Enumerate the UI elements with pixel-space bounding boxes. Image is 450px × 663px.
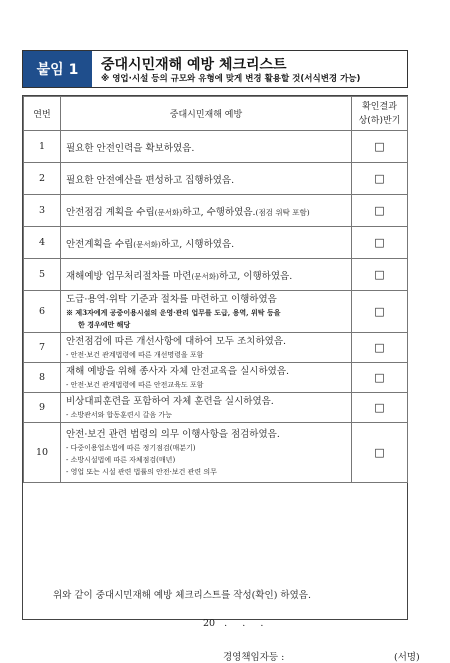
row-note: 한 경우에만 해당: [78, 320, 131, 329]
row-text: [61, 227, 352, 259]
row-text: [61, 259, 352, 291]
row-number: 4: [24, 227, 61, 259]
row-checkbox[interactable]: □: [352, 393, 408, 423]
row-checkbox[interactable]: □: [352, 163, 408, 195]
row-checkbox[interactable]: □: [352, 195, 408, 227]
row-sub-note: - 안전·보건 관계법령에 따른 개선명령을 포함: [66, 351, 204, 359]
row-text-main: 재해 예방을 위해 종사자 자체 안전교육을 실시하였음.: [66, 366, 290, 377]
row-text-main: 안전·보건 관련 법령의 의무 이행사항을 점검하였음.: [66, 429, 280, 440]
table-header-row: [24, 97, 408, 131]
signer-label: 경영책임자등 :: [223, 652, 285, 663]
checklist-sheet: [22, 95, 420, 663]
col-header-check: 확인결과 상(하)반기: [352, 97, 408, 131]
row-text: 필요한 안전인력을 확보하였음.: [61, 131, 352, 163]
checklist-table: [23, 96, 408, 483]
attachment-badge: 붙임 1: [23, 51, 92, 87]
table-row: [24, 291, 408, 333]
row-checkbox[interactable]: □: [352, 333, 408, 363]
row-sub-note: - 소방관서와 합동훈련시 갈음 가능: [66, 411, 172, 419]
row-number: 3: [24, 195, 61, 227]
row-text-tail: 하고, 이행하였음.: [218, 270, 293, 282]
row-text-tail: 하고, 시행하였음.: [160, 238, 235, 250]
row-text: [61, 423, 352, 483]
signature-field[interactable]: (서명): [394, 652, 420, 663]
table-row: [24, 333, 408, 363]
row-sub-note: - 영업 또는 시설 관련 법률의 안전·보건 관련 의무: [66, 468, 217, 476]
row-checkbox[interactable]: □: [352, 291, 408, 333]
row-number: 1: [24, 131, 61, 163]
document-title: 중대시민재해 예방 체크리스트: [101, 57, 287, 73]
date-field[interactable]: 20 . . .: [203, 618, 264, 629]
row-checkbox[interactable]: □: [352, 259, 408, 291]
row-checkbox[interactable]: □: [352, 423, 408, 483]
row-checkbox[interactable]: □: [352, 363, 408, 393]
table-row: [24, 227, 408, 259]
row-text-main: 비상대피훈련을 포함하여 자체 훈련을 실시하였음.: [66, 396, 274, 407]
row-sub-note: - 다중이용업소법에 따른 정기점검(매분기): [66, 444, 196, 452]
row-note: ※ 제3자에게 공중이용시설의 운영·관리 업무를 도급, 용역, 위탁 등을: [66, 308, 281, 317]
row-text-note: (점검 위탁 포함): [255, 207, 310, 217]
row-number: 8: [24, 363, 61, 393]
header-box: [22, 50, 408, 88]
row-sub-note: - 소방시설법에 따른 자체점검(매년): [66, 456, 176, 464]
row-text-main: 안전점검에 따른 개선사항에 대하여 모두 조치하였음.: [66, 336, 287, 347]
row-text-tail: 하고, 수행하였음.: [182, 206, 256, 218]
row-text-doc: (문서화): [154, 207, 183, 217]
table-row: [24, 131, 408, 163]
row-number: 7: [24, 333, 61, 363]
table-row: [24, 393, 408, 423]
row-text: [61, 333, 352, 363]
row-sub-note: - 안전·보건 관계법령에 따른 안전교육도 포함: [66, 381, 204, 389]
table-row: [24, 259, 408, 291]
row-number: 5: [24, 259, 61, 291]
row-number: 2: [24, 163, 61, 195]
document-subtitle: ※ 영업·시설 등의 규모와 유형에 맞게 변경 활용할 것(서식변경 가능): [101, 74, 361, 84]
col-header-item: 중대시민재해 예방: [61, 97, 352, 131]
row-text: [61, 195, 352, 227]
row-text-main: 안전계획을 수립: [66, 238, 134, 250]
table-row: [24, 163, 408, 195]
col-header-no: 연번: [24, 97, 61, 131]
confirmation-statement: 위와 같이 중대시민재해 예방 체크리스트를 작성(확인) 하였음.: [53, 590, 311, 601]
row-text-main: 도급·용역·위탁 기준과 절차를 마련하고 이행하였음: [66, 294, 277, 305]
row-text: 필요한 안전예산을 편성하고 집행하였음.: [61, 163, 352, 195]
row-checkbox[interactable]: □: [352, 227, 408, 259]
row-text: [61, 291, 352, 333]
row-text-main: 재해예방 업무처리절차를 마련: [66, 270, 192, 282]
table-row: [24, 363, 408, 393]
row-text-doc: (문서화): [191, 271, 219, 281]
table-row: [24, 423, 408, 483]
row-number: 9: [24, 393, 61, 423]
row-text: [61, 363, 352, 393]
row-text: [61, 393, 352, 423]
row-text-doc: (문서화): [133, 239, 161, 249]
row-number: 10: [24, 423, 61, 483]
row-text-main: 안전점검 계획을 수립: [66, 206, 155, 218]
row-checkbox[interactable]: □: [352, 131, 408, 163]
table-row: [24, 195, 408, 227]
row-number: 6: [24, 291, 61, 333]
